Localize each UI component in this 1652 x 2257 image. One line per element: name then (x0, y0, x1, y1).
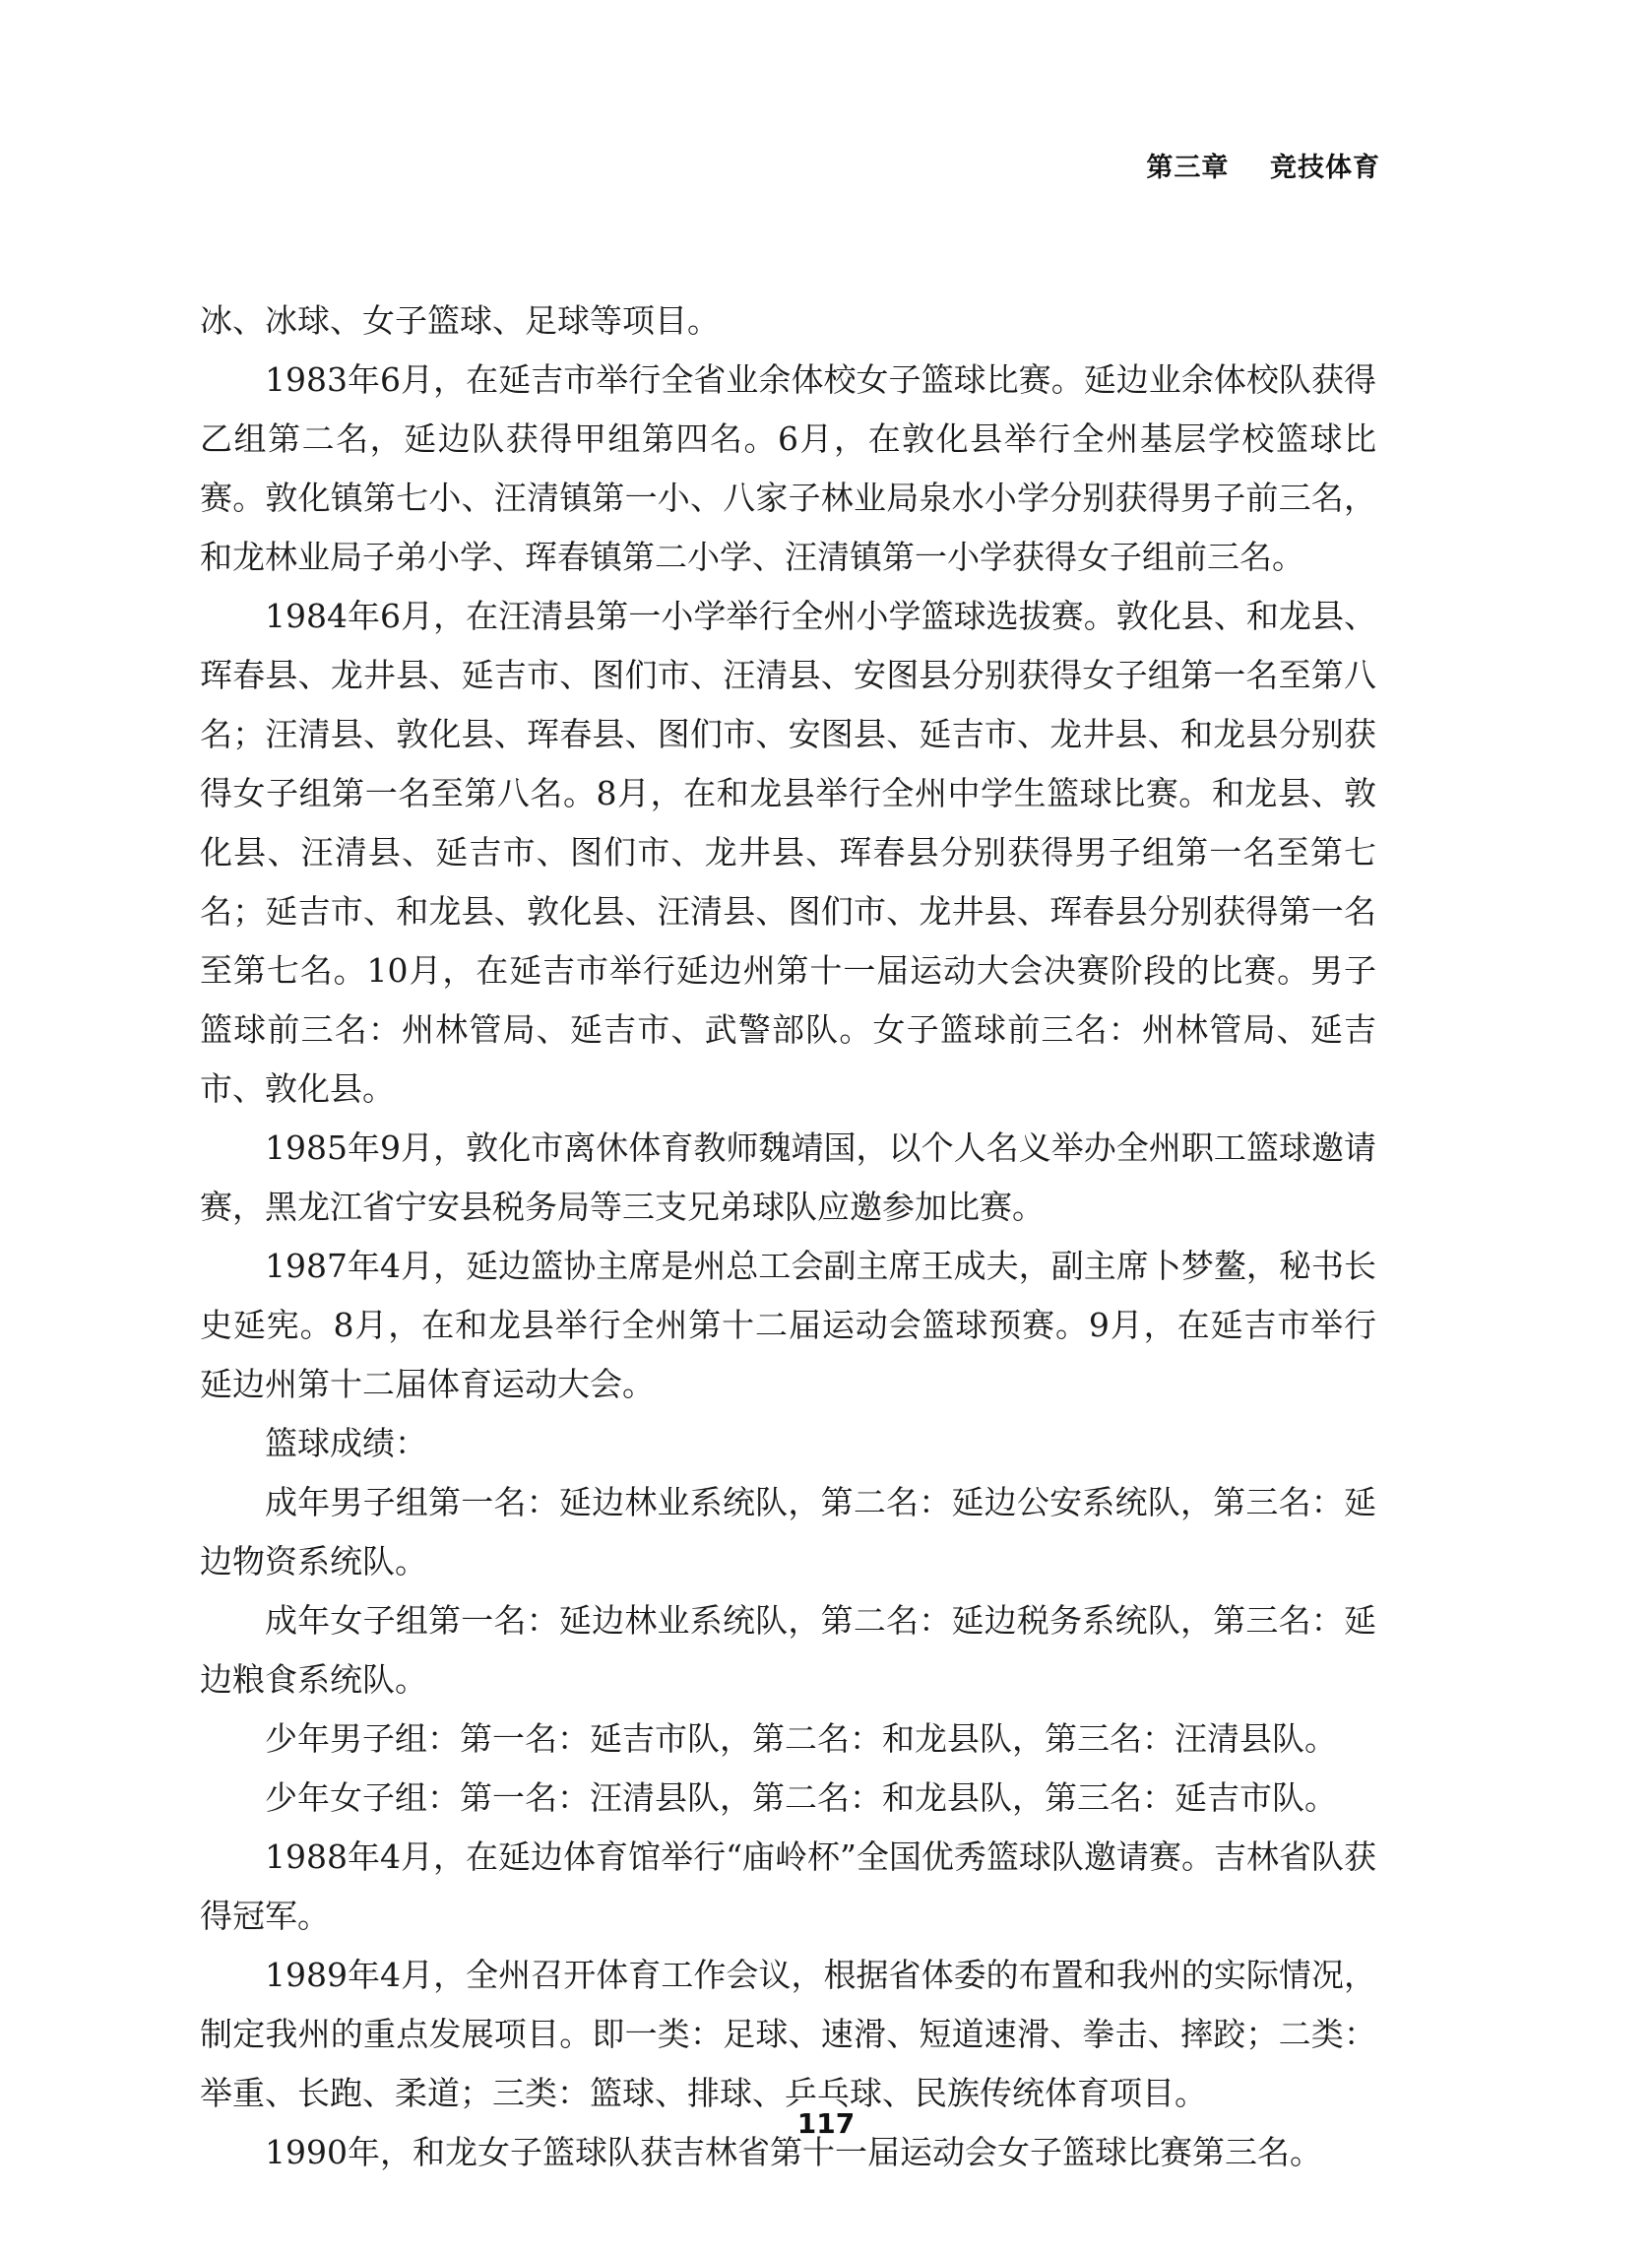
paragraph-1988: 1988年4月，在延边体育馆举行“庙岭杯”全国优秀篮球队邀请赛。吉林省队获得冠军。 (200, 1838, 1376, 1935)
paragraph-adult-women: 成年女子组第一名：延边林业系统队，第二名：延边税务系统队，第三名：延边粮食系统队。 (200, 1601, 1376, 1699)
paragraph-adult-men: 成年男子组第一名：延边林业系统队，第二名：延边公安系统队，第三名：延边物资系统队。 (200, 1483, 1376, 1580)
body-text (200, 291, 1376, 2182)
paragraph-1984: 1984年6月，在汪清县第一小学举行全州小学篮球选拔赛。敦化县、和龙县、珲春县、龙井县、延吉市、图们市、汪清县、安图县分别获得女子组第一名至第八名；汪清县、敦化县、珲春县、图们市、安图县、延吉市、龙井县、和龙县分别获得女子组第一名至第八名。8月，在和龙县举行全州中学生篮球比赛。和龙县、敦化县、汪清县、延吉市、图们市、龙井县、珲春县分别获得男子组第一名至第七名；延吉市、和龙县、敦化县、汪清县、图们市、龙井县、珲春县分别获得第一名至第七名。10月，在延吉市举行延边州第十一届运动大会决赛阶段的比赛。男子篮球前三名：州林管局、延吉市、武警部队。女子篮球前三名：州林管局、延吉市、敦化县。 (200, 597, 1376, 1108)
paragraph-1987: 1987年4月，延边篮协主席是州总工会副主席王成夫，副主席卜梦鳌，秘书长史延宪。8月，在和龙县举行全州第十二届运动会篮球预赛。9月，在延吉市举行延边州第十二届体育运动大会。 (200, 1247, 1376, 1403)
running-header: 第三章 竞技体育 (1146, 153, 1380, 183)
paragraph-continuation: 冰、冰球、女子篮球、足球等项目。 (200, 301, 720, 340)
paragraph-youth-boys: 少年男子组：第一名：延吉市队，第二名：和龙县队，第三名：汪清县队。 (265, 1719, 1337, 1758)
paragraph-1985: 1985年9月，敦化市离休体育教师魏靖国，以个人名义举办全州职工篮球邀请赛，黑龙江省宁安县税务局等三支兄弟球队应邀参加比赛。 (200, 1128, 1376, 1226)
page-number: 117 (796, 2107, 856, 2140)
paragraph-1989: 1989年4月，全州召开体育工作会议，根据省体委的布置和我州的实际情况，制定我州的重点发展项目。即一类：足球、速滑、短道速滑、拳击、摔跤；二类：举重、长跑、柔道；三类：篮球、排球、乒乓球、民族传统体育项目。 (200, 1956, 1376, 2112)
paragraph-1990: 1990年，和龙女子篮球队获吉林省第十一届运动会女子篮球比赛第三名。 (265, 2133, 1322, 2171)
paragraph-1983: 1983年6月，在延吉市举行全省业余体校女子篮球比赛。延边业余体校队获得乙组第二名，延边队获得甲组第四名。6月，在敦化县举行全州基层学校篮球比赛。敦化镇第七小、汪清镇第一小、八家子林业局泉水小学分别获得男子前三名，和龙林业局子弟小学、珲春镇第二小学、汪清镇第一小学获得女子组前三名。 (200, 360, 1376, 576)
paragraph-results-heading: 篮球成绩： (265, 1424, 427, 1462)
paragraph-youth-girls: 少年女子组：第一名：汪清县队，第二名：和龙县队，第三名：延吉市队。 (265, 1778, 1337, 1817)
